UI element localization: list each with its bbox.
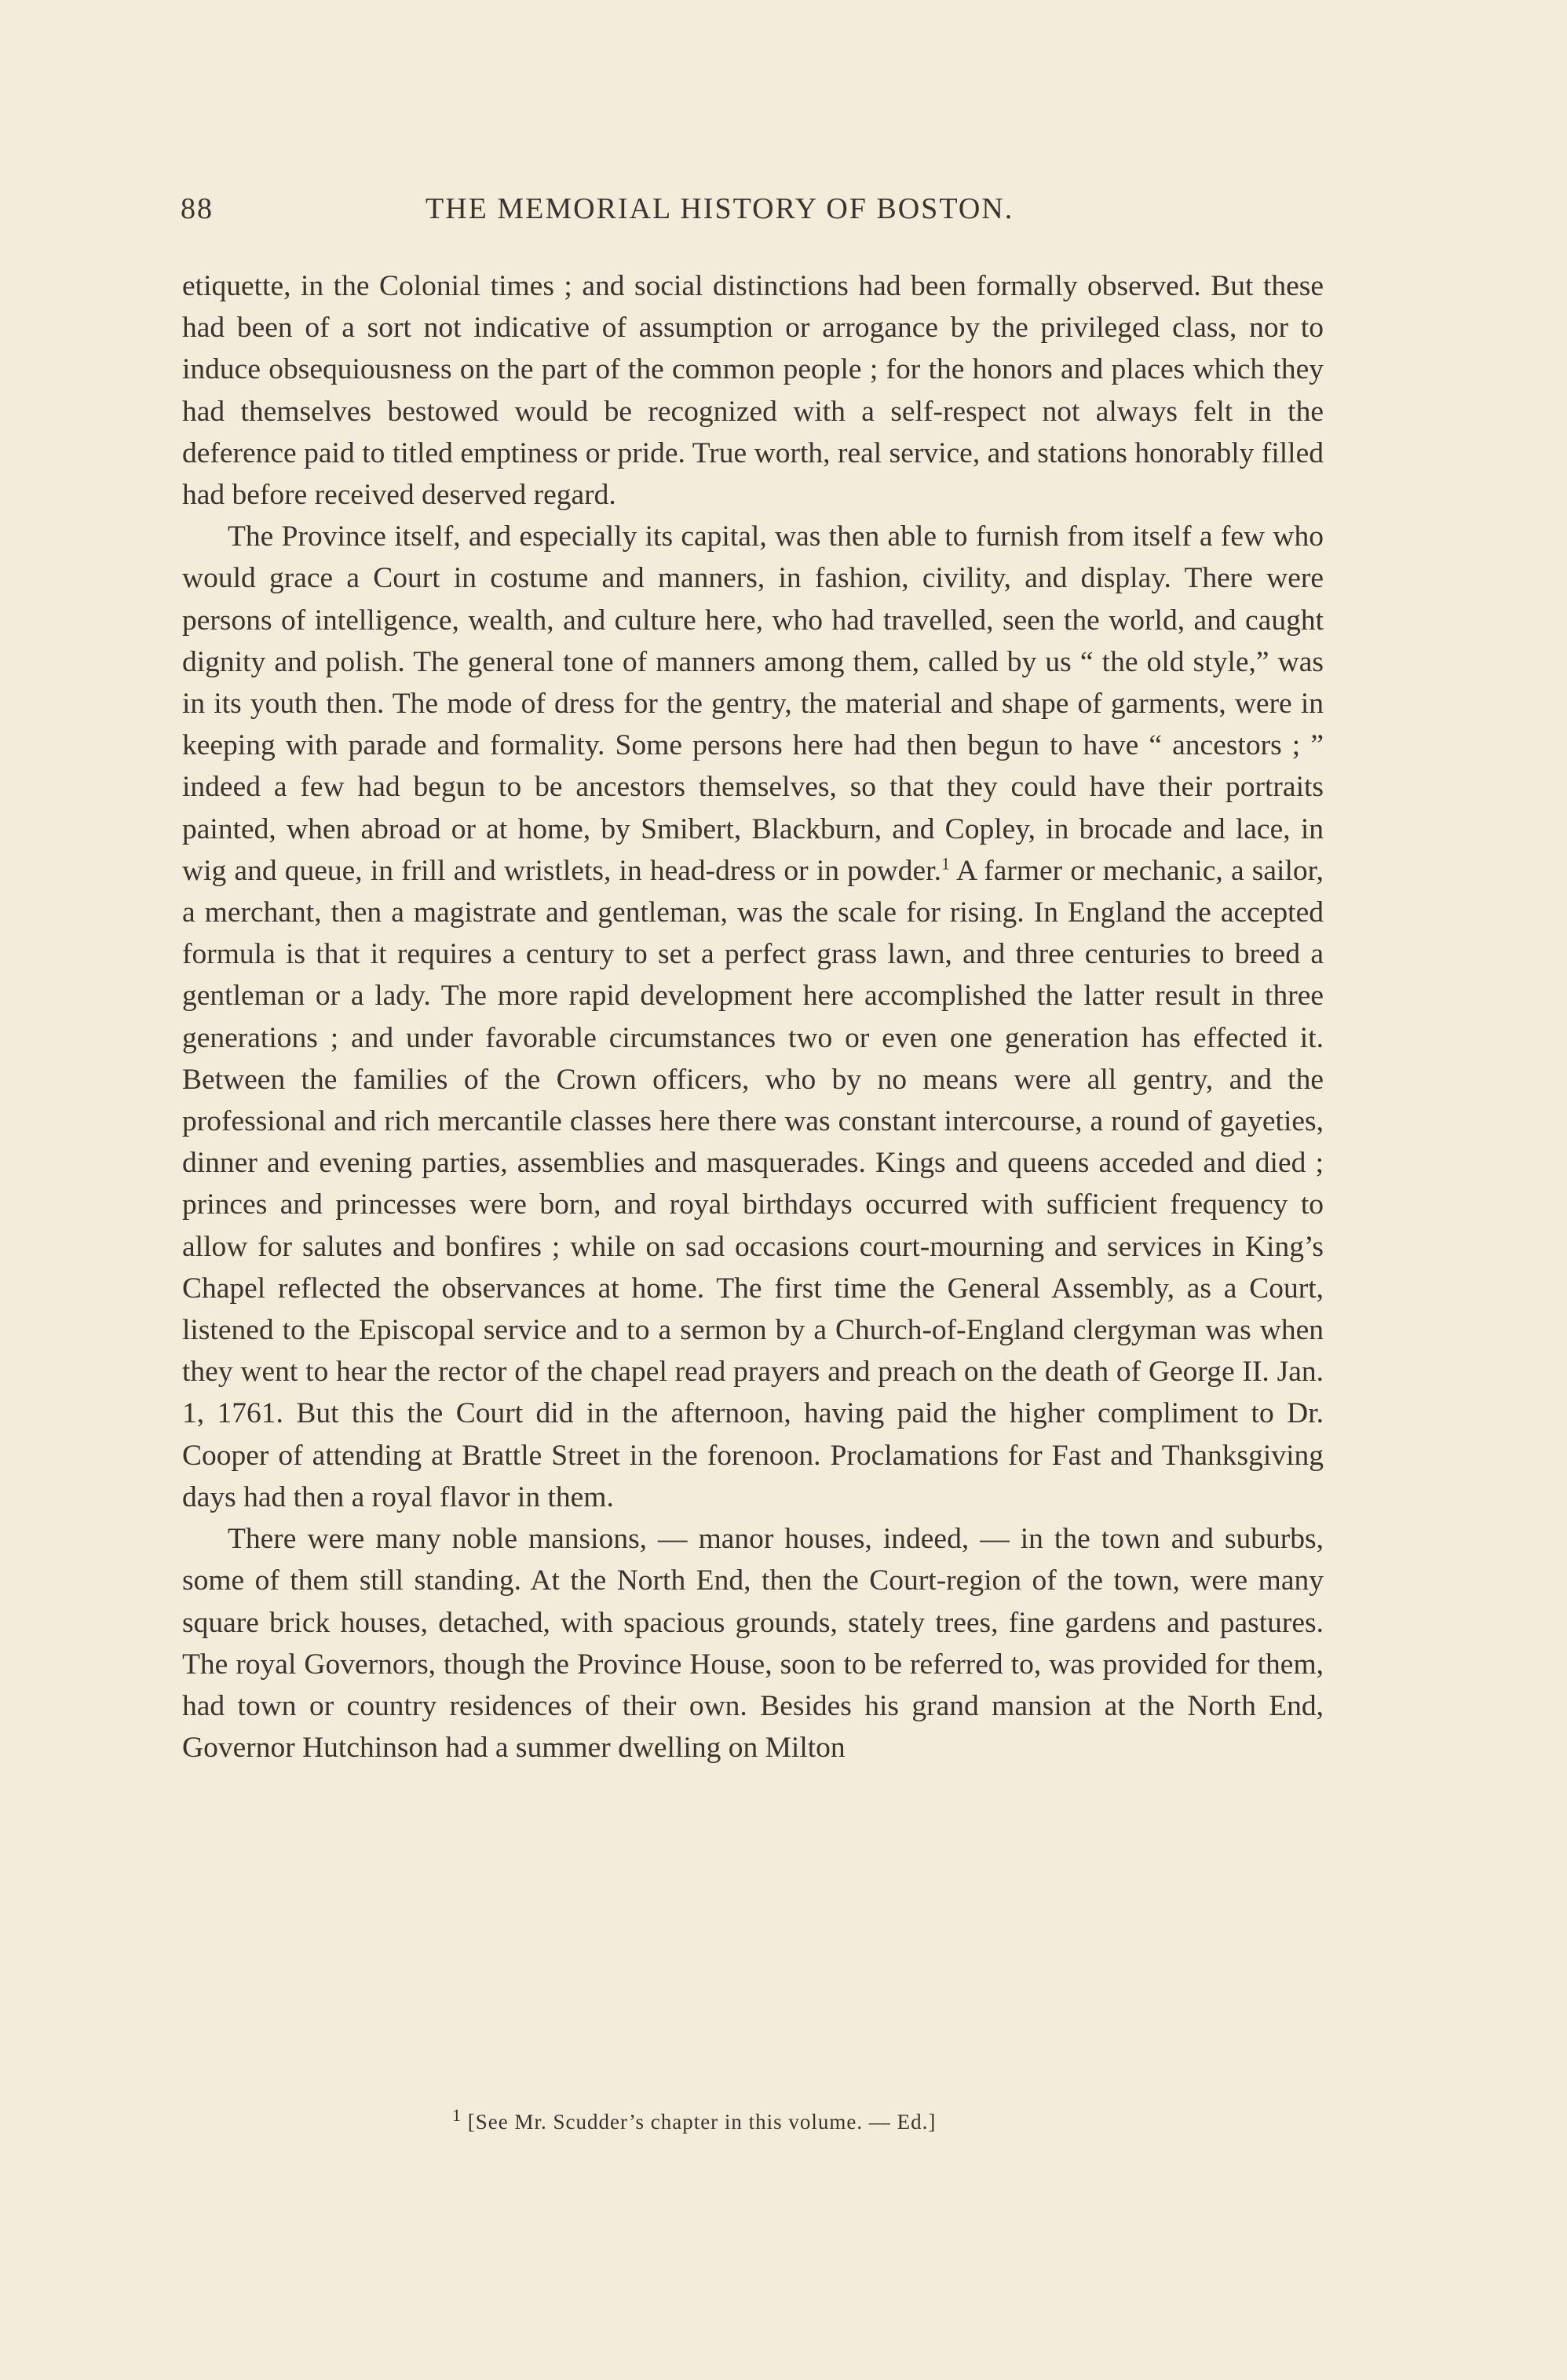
body-text — [182, 265, 1324, 1769]
paragraph — [182, 1518, 1324, 1769]
running-title: THE MEMORIAL HISTORY OF BOSTON. — [426, 192, 1014, 225]
footnote-marker: 1 — [452, 2105, 462, 2125]
paragraph-text: The Province itself, and especially its capital, was then able to furnish from itself a few who would grace a Court in costume and manners, in fashion, civility, and display. There were persons of intelligence, wealth, and culture here, who had travelled, seen the world, and caught dignity and polish. The general tone of manners among them, called by us “ the old style,” was in its youth then. The mode of dress for the gentry, the material and shape of garments, were in keeping with parade and formality. Some persons here had then begun to have “ ancestors ; ” indeed a few had begun to be ancestors themselves, so that they could have their portraits painted, when abroad or at home, by Smibert, Blackburn, and Copley, in brocade and lace, in wig and queue, in frill and wristlets, in head-dress or in powder. — [182, 520, 1324, 887]
paragraph-text: etiquette, in the Colonial times ; and social distinctions had been formally observed. But these had been of a sort not indicative of assumption or arrogance by the privileged class, nor to induce obsequiousness on the part of the common people ; for the honors and places which they had themselves bestowed would be recognized with a self-respect not always felt in the deference paid to titled emptiness or pride. True worth, real service, and stations honorably filled had before received deserved regard. — [182, 270, 1324, 512]
paragraph-text: A farmer or mechanic, a sailor, a merchant, then a magistrate and gentleman, was the scale for rising. In England the accepted formula is that it requires a century to set a perfect grass lawn, and three centuries to breed a gentleman or a lady. The more rapid development here accomplished the latter result in three generations ; and under favorable circumstances two or even one generation has effected it. Between the families of the Crown officers, who by no means were all gentry, and the professional and rich mercantile classes here there was constant intercourse, a round of gayeties, dinner and evening parties, assemblies and masquerades. Kings and queens acceded and died ; princes and princesses were born, and royal birthdays occurred with sufficient frequency to allow for salutes and bonfires ; while on sad occasions court-mourning and services in King’s Chapel reflected the observances at home. The first time the General Assembly, as a Court, listened to the Episcopal service and to a sermon by a Church-of-England clergyman was when they went to hear the rector of the chapel read prayers and preach on the death of George II. Jan. 1, 1761. But this the Court did in the afternoon, having paid the higher compliment to Dr. Cooper of attending at Brattle Street in the forenoon. Proclamations for Fast and Thanksgiving days had then a royal flavor in them. — [182, 854, 1324, 1513]
footnote-text: [See Mr. Scudder’s chapter in this volume. — Ed.] — [467, 2110, 937, 2134]
paragraph — [182, 516, 1324, 1518]
page-number: 88 — [181, 192, 214, 225]
footnote — [452, 2105, 1159, 2134]
paragraph — [182, 265, 1324, 516]
paragraph-text: There were many noble mansions, — manor houses, indeed, — in the town and suburbs, some of them still standing. At the North End, then the Court-region of the town, were many square brick houses, detached, with spacious grounds, stately trees, fine gardens and pastures. The royal Governors, though the Province House, soon to be referred to, was provided for them, had town or country residences of their own. Besides his grand mansion at the North End, Governor Hutchinson had a summer dwelling on Milton — [182, 1523, 1324, 1765]
running-head — [181, 192, 1327, 239]
footnote-reference: 1 — [941, 853, 950, 874]
